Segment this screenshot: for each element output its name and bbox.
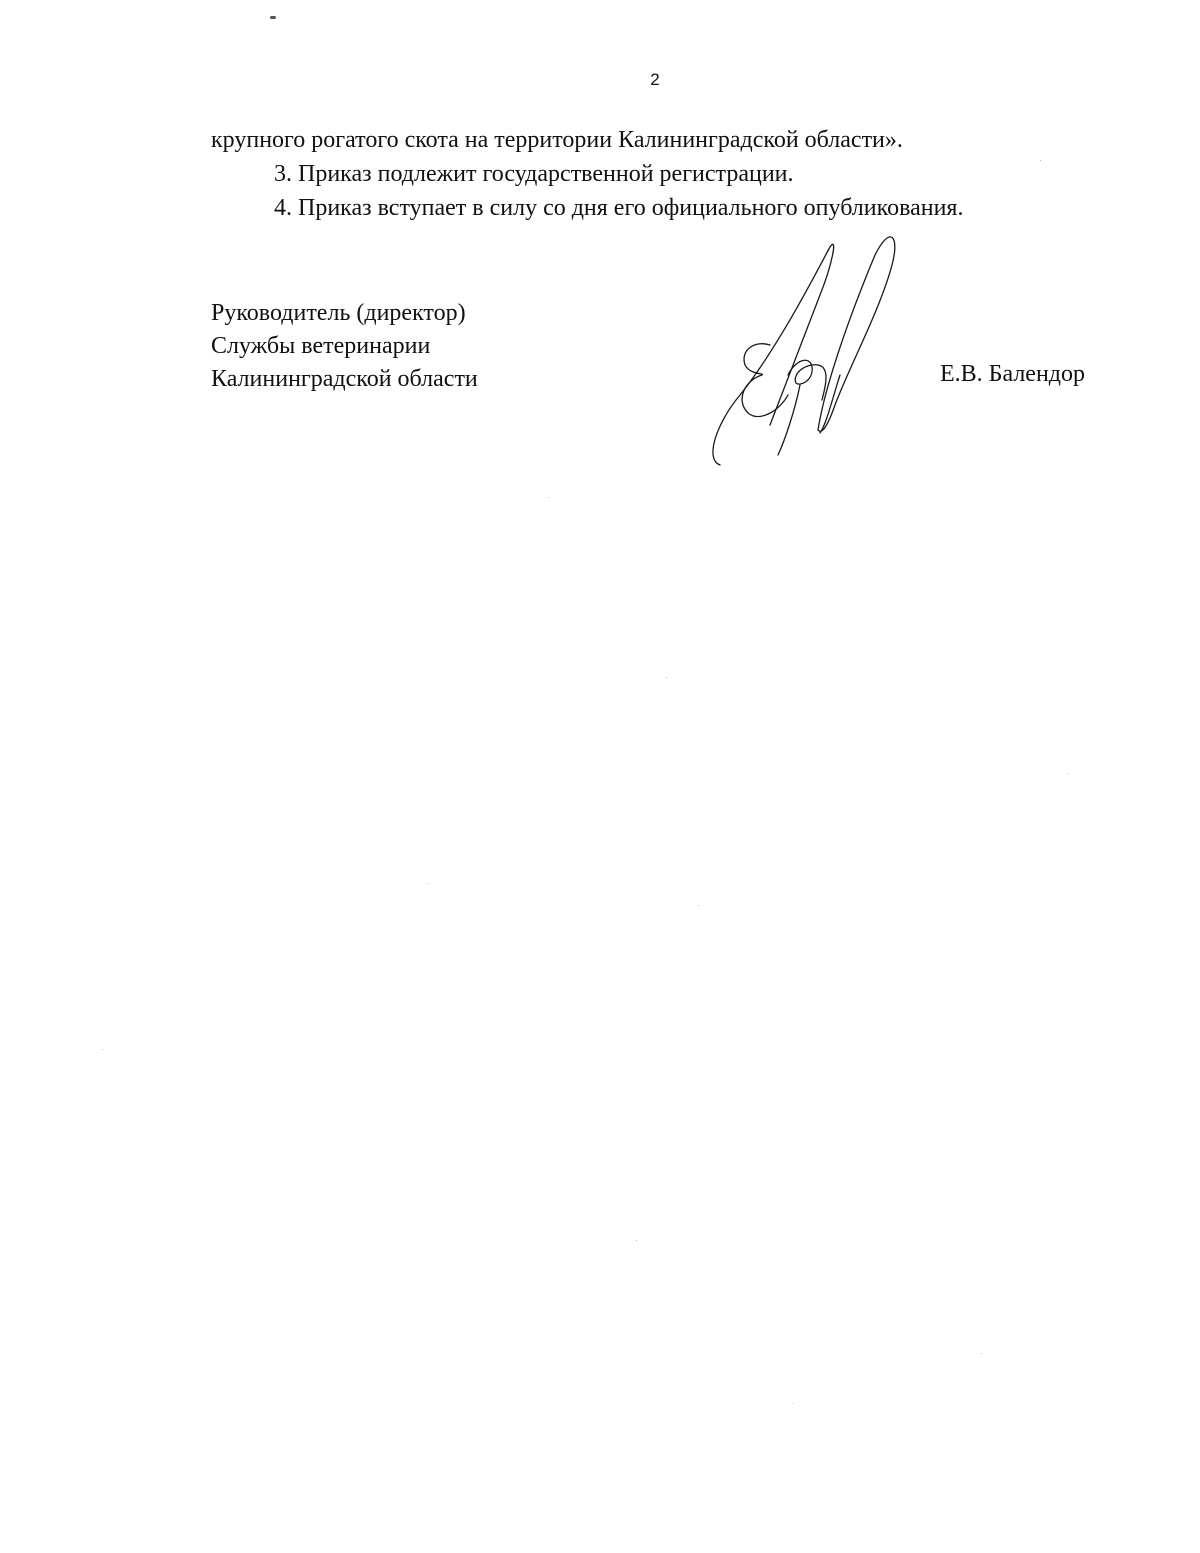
scan-speck bbox=[666, 677, 667, 678]
signatory-title bbox=[211, 297, 478, 396]
scan-speck bbox=[1040, 160, 1041, 161]
scan-artifact bbox=[270, 16, 276, 19]
scan-speck bbox=[427, 883, 428, 884]
paragraph-continuation: крупного рогатого скота на территории Калининградской области». bbox=[211, 127, 903, 153]
paragraph-item-3: 3. Приказ подлежит государственной регистрации. bbox=[274, 161, 794, 187]
scan-speck bbox=[981, 1353, 982, 1354]
paragraph-item-4: 4. Приказ вступает в силу со дня его официального опубликования. bbox=[274, 195, 964, 221]
signatory-title-line: Руководитель (директор) bbox=[211, 300, 466, 326]
signatory-title-line: Службы ветеринарии bbox=[211, 333, 431, 359]
scan-speck bbox=[698, 905, 699, 906]
page-number: 2 bbox=[650, 70, 660, 89]
scan-speck bbox=[548, 497, 549, 498]
signer-name: Е.В. Балендор bbox=[940, 361, 1085, 387]
scan-speck bbox=[102, 1049, 103, 1050]
signatory-title-line: Калининградской области bbox=[211, 366, 478, 392]
handwritten-signature bbox=[700, 225, 920, 485]
scan-speck bbox=[636, 1240, 637, 1241]
scan-speck bbox=[1068, 773, 1069, 774]
body-text bbox=[211, 123, 1111, 225]
scan-speck bbox=[793, 1403, 794, 1404]
